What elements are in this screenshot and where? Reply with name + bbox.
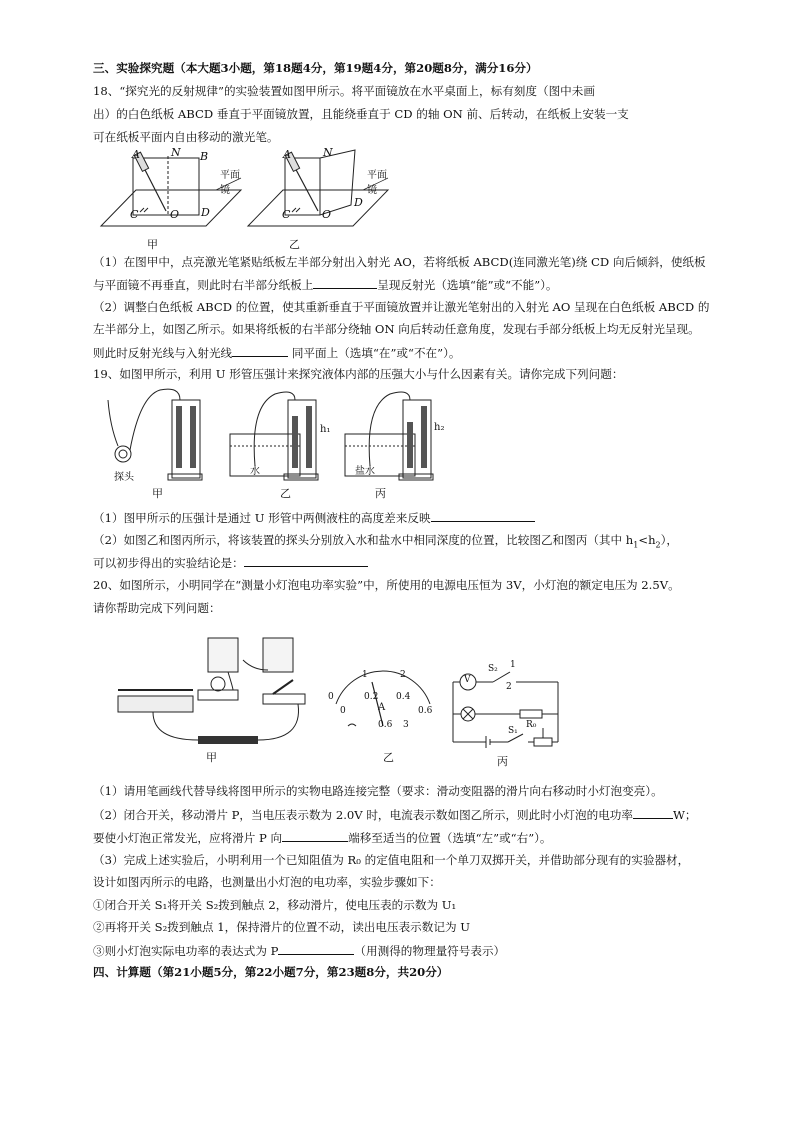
q19-answer-blank-2[interactable]: [244, 554, 368, 567]
fig19-caption-bing: 丙: [375, 487, 386, 500]
ammeter-tick-04: 0.4: [396, 692, 411, 702]
q20-answer-blank-1[interactable]: [633, 806, 673, 819]
q18-answer-blank-1[interactable]: [313, 276, 377, 289]
fig18b-label-C: C: [282, 208, 291, 221]
q20-p2-line2: [93, 829, 705, 846]
fig18b-label-N: N: [323, 146, 333, 159]
q20-answer-blank-2[interactable]: [282, 829, 348, 842]
fig19-h1-label: h₁: [320, 424, 331, 435]
q20-answer-blank-3[interactable]: [278, 942, 354, 955]
q18-line2: 出）的白色纸板 ABCD 垂直于平面镜放置，且能绕垂直于 CD 的轴 ON 前、后转动，在纸板上安装一支: [93, 107, 629, 121]
q18-p2-text: 则此时反射光线与入射光线: [93, 346, 233, 360]
circuit-R0-label: R₀: [526, 720, 537, 730]
fig18-caption-yi: 乙: [289, 238, 300, 251]
q18-p2-text-end: 同平面上（选填“在”或“不在”）。: [291, 346, 461, 360]
q19-answer-blank-1[interactable]: [431, 509, 535, 522]
ammeter-terminal-3: 3: [403, 720, 409, 730]
q20-p2-text: （2）闭合开关，移动滑片 P，当电压表示数为 2.0V 时，电流表示数如图乙所示，则此时小灯泡的电功率: [93, 808, 633, 822]
fig20-caption-yi: 乙: [383, 751, 394, 764]
fig18-label-O: O: [170, 208, 180, 221]
fig18-label-D: D: [201, 206, 210, 219]
q18-line3: 可在纸板平面内自由移动的激光笔。: [93, 130, 279, 144]
q20-step3-text: ③则小灯泡实际电功率的表达式为 P: [93, 944, 279, 958]
circuit-contact-2: 2: [506, 682, 512, 692]
q18-p2-line1: （2）调整白色纸板 ABCD 的位置，使其重新垂直于平面镜放置并让激光笔射出的入射光 AO 呈现在白色纸板 ABCD 的: [93, 300, 710, 314]
q20-p2-line1: [93, 806, 705, 823]
fig18-caption-jia: 甲: [147, 238, 158, 251]
q19-p1-text: （1）图甲所示的压强计是通过 U 形管中两侧液柱的高度差来反映: [93, 511, 431, 525]
q18-p2-line2: 左半部分上，如图乙所示。如果将纸板的右半部分绕轴 ON 向后转动任意角度，发现右手部分纸板上均无反射光呈现。: [93, 322, 700, 336]
q20-step1: ①闭合开关 S₁将开关 S₂拨到触点 2，移动滑片，使电压表的示数为 U₁: [93, 898, 457, 912]
figure-18-jia: [96, 148, 246, 233]
q19-sub-1: 1: [633, 540, 639, 550]
fig18b-label-A: A: [283, 148, 291, 161]
fig18b-mirror-label: 平面镜: [367, 170, 387, 196]
ammeter-unit-A: A: [378, 702, 386, 713]
fig18-mirror-label: 平面镜: [220, 170, 240, 196]
q20-step2: ②再将开关 S₂拨到触点 1，保持滑片的位置不动，读出电压表示数记为 U: [93, 920, 471, 934]
fig20-caption-jia: 甲: [206, 751, 217, 764]
figure-18-yi: [243, 148, 393, 233]
q19-p1: [93, 509, 705, 526]
q20-p3-line2: 设计如图丙所示的电路，也测量出小灯泡的电功率，实验步骤如下：: [93, 875, 441, 889]
q18-p1-line1: （1）在图甲中，点亮激光笔紧贴纸板左半部分射出入射光 AO，若将纸板 ABCD(连同激光笔)绕 CD 向后倾斜，使纸板: [93, 255, 706, 269]
q19-line1: 19、如图甲所示，利用 U 形管压强计来探究液体内部的压强大小与什么因素有关。请你完成下列问题：: [93, 367, 624, 381]
fig19-caption-jia: 甲: [152, 487, 163, 500]
q20-step3: [93, 942, 705, 959]
q20-p3-line1: （3）完成上述实验后，小明利用一个已知阻值为 R₀ 的定值电阻和一个单刀双掷开关，并借助部分现有的实验器材，: [93, 853, 690, 867]
figure-19: [100, 386, 445, 486]
q20-line1: 20、如图所示，小明同学在“测量小灯泡电功率实验”中，所使用的电源电压恒为 3V，小灯泡的额定电压为 2.5V。: [93, 578, 680, 592]
fig20-caption-bing: 丙: [497, 755, 508, 768]
ammeter-tick-0: 0: [340, 706, 346, 716]
fig18-label-A: A: [132, 148, 140, 161]
ammeter-tick-2: 2: [400, 670, 406, 680]
fig18-label-B: B: [200, 150, 209, 163]
q20-p2-text2-end: 端移至适当的位置（选填“左”或“右”）。: [348, 831, 552, 845]
q19-p2-line1: [93, 532, 705, 553]
circuit-contact-1: 1: [510, 660, 516, 670]
q19-sub-2: 2: [655, 540, 661, 550]
ammeter-tick-0-top: 0: [328, 692, 334, 702]
q18-p1-text-end: 呈现反射光（选填“能”或“不能”）。: [377, 278, 558, 292]
ammeter-terminal-06: 0.6: [378, 720, 393, 730]
section4-title: 四、计算题（第21小题5分，第22小题7分，第23题8分，共20分）: [93, 965, 449, 979]
circuit-S1-label: S₁: [508, 726, 518, 736]
q18-p1-line2: [93, 276, 705, 293]
circuit-voltmeter-V: V: [464, 675, 471, 685]
fig18-label-C: C: [130, 208, 139, 221]
fig19-h2-label: h₂: [434, 422, 445, 433]
ammeter-tick-06: 0.6: [418, 706, 433, 716]
q19-p2-text2: 可以初步得出的实验结论是：: [93, 556, 244, 570]
q18-line1: 18、“探究光的反射规律”的实验装置如图甲所示。将平面镜放在水平桌面上，标有刻度（图中未画: [93, 84, 595, 98]
figure-20-bing-circuit: [448, 660, 568, 750]
section3-title: 三、实验探究题（本大题3小题，第18题4分，第19题4分，第20题8分，满分16分）: [93, 61, 538, 75]
figure-20-jia: [113, 630, 323, 760]
q20-line2: 请你帮助完成下列问题：: [93, 601, 221, 615]
ammeter-tick-1: 1: [362, 670, 368, 680]
q20-p2-unit: W；: [672, 808, 697, 822]
ammeter-tick-02: 0.2: [364, 692, 379, 702]
fig18b-label-D: D: [354, 196, 363, 209]
fig19-caption-yi: 乙: [280, 487, 291, 500]
q19-lt: <h: [638, 533, 656, 547]
fig19-salt-label: 盐水: [355, 466, 375, 477]
q20-p2-text2: 要使小灯泡正常发光，应将滑片 P 向: [93, 831, 283, 845]
q19-p2-line2: [93, 554, 705, 571]
figure-20-yi-ammeter: [328, 664, 438, 734]
q18-answer-blank-2[interactable]: [232, 344, 288, 357]
q19-p2-text: （2）如图乙和图丙所示，将该装置的探头分别放入水和盐水中相同深度的位置，比较图乙和图丙（其中 h: [93, 533, 634, 547]
circuit-S2-label: S₂: [488, 664, 498, 674]
fig19-water-label: 水: [250, 466, 260, 477]
fig18-label-N: N: [171, 146, 181, 159]
fig18b-label-O: O: [322, 208, 332, 221]
q19-p2-end: ），: [660, 533, 679, 547]
fig19-probe-label: 探头: [114, 472, 134, 483]
q18-p2-line3: [93, 344, 705, 361]
q18-p1-text: 与平面镜不再垂直，则此时右半部分纸板上: [93, 278, 314, 292]
q20-step3-end: （用测得的物理量符号表示）: [354, 944, 506, 958]
q20-p1: （1）请用笔画线代替导线将图甲所示的实物电路连接完整（要求：滑动变阻器的滑片向右移动时小灯泡变亮）。: [93, 784, 663, 798]
